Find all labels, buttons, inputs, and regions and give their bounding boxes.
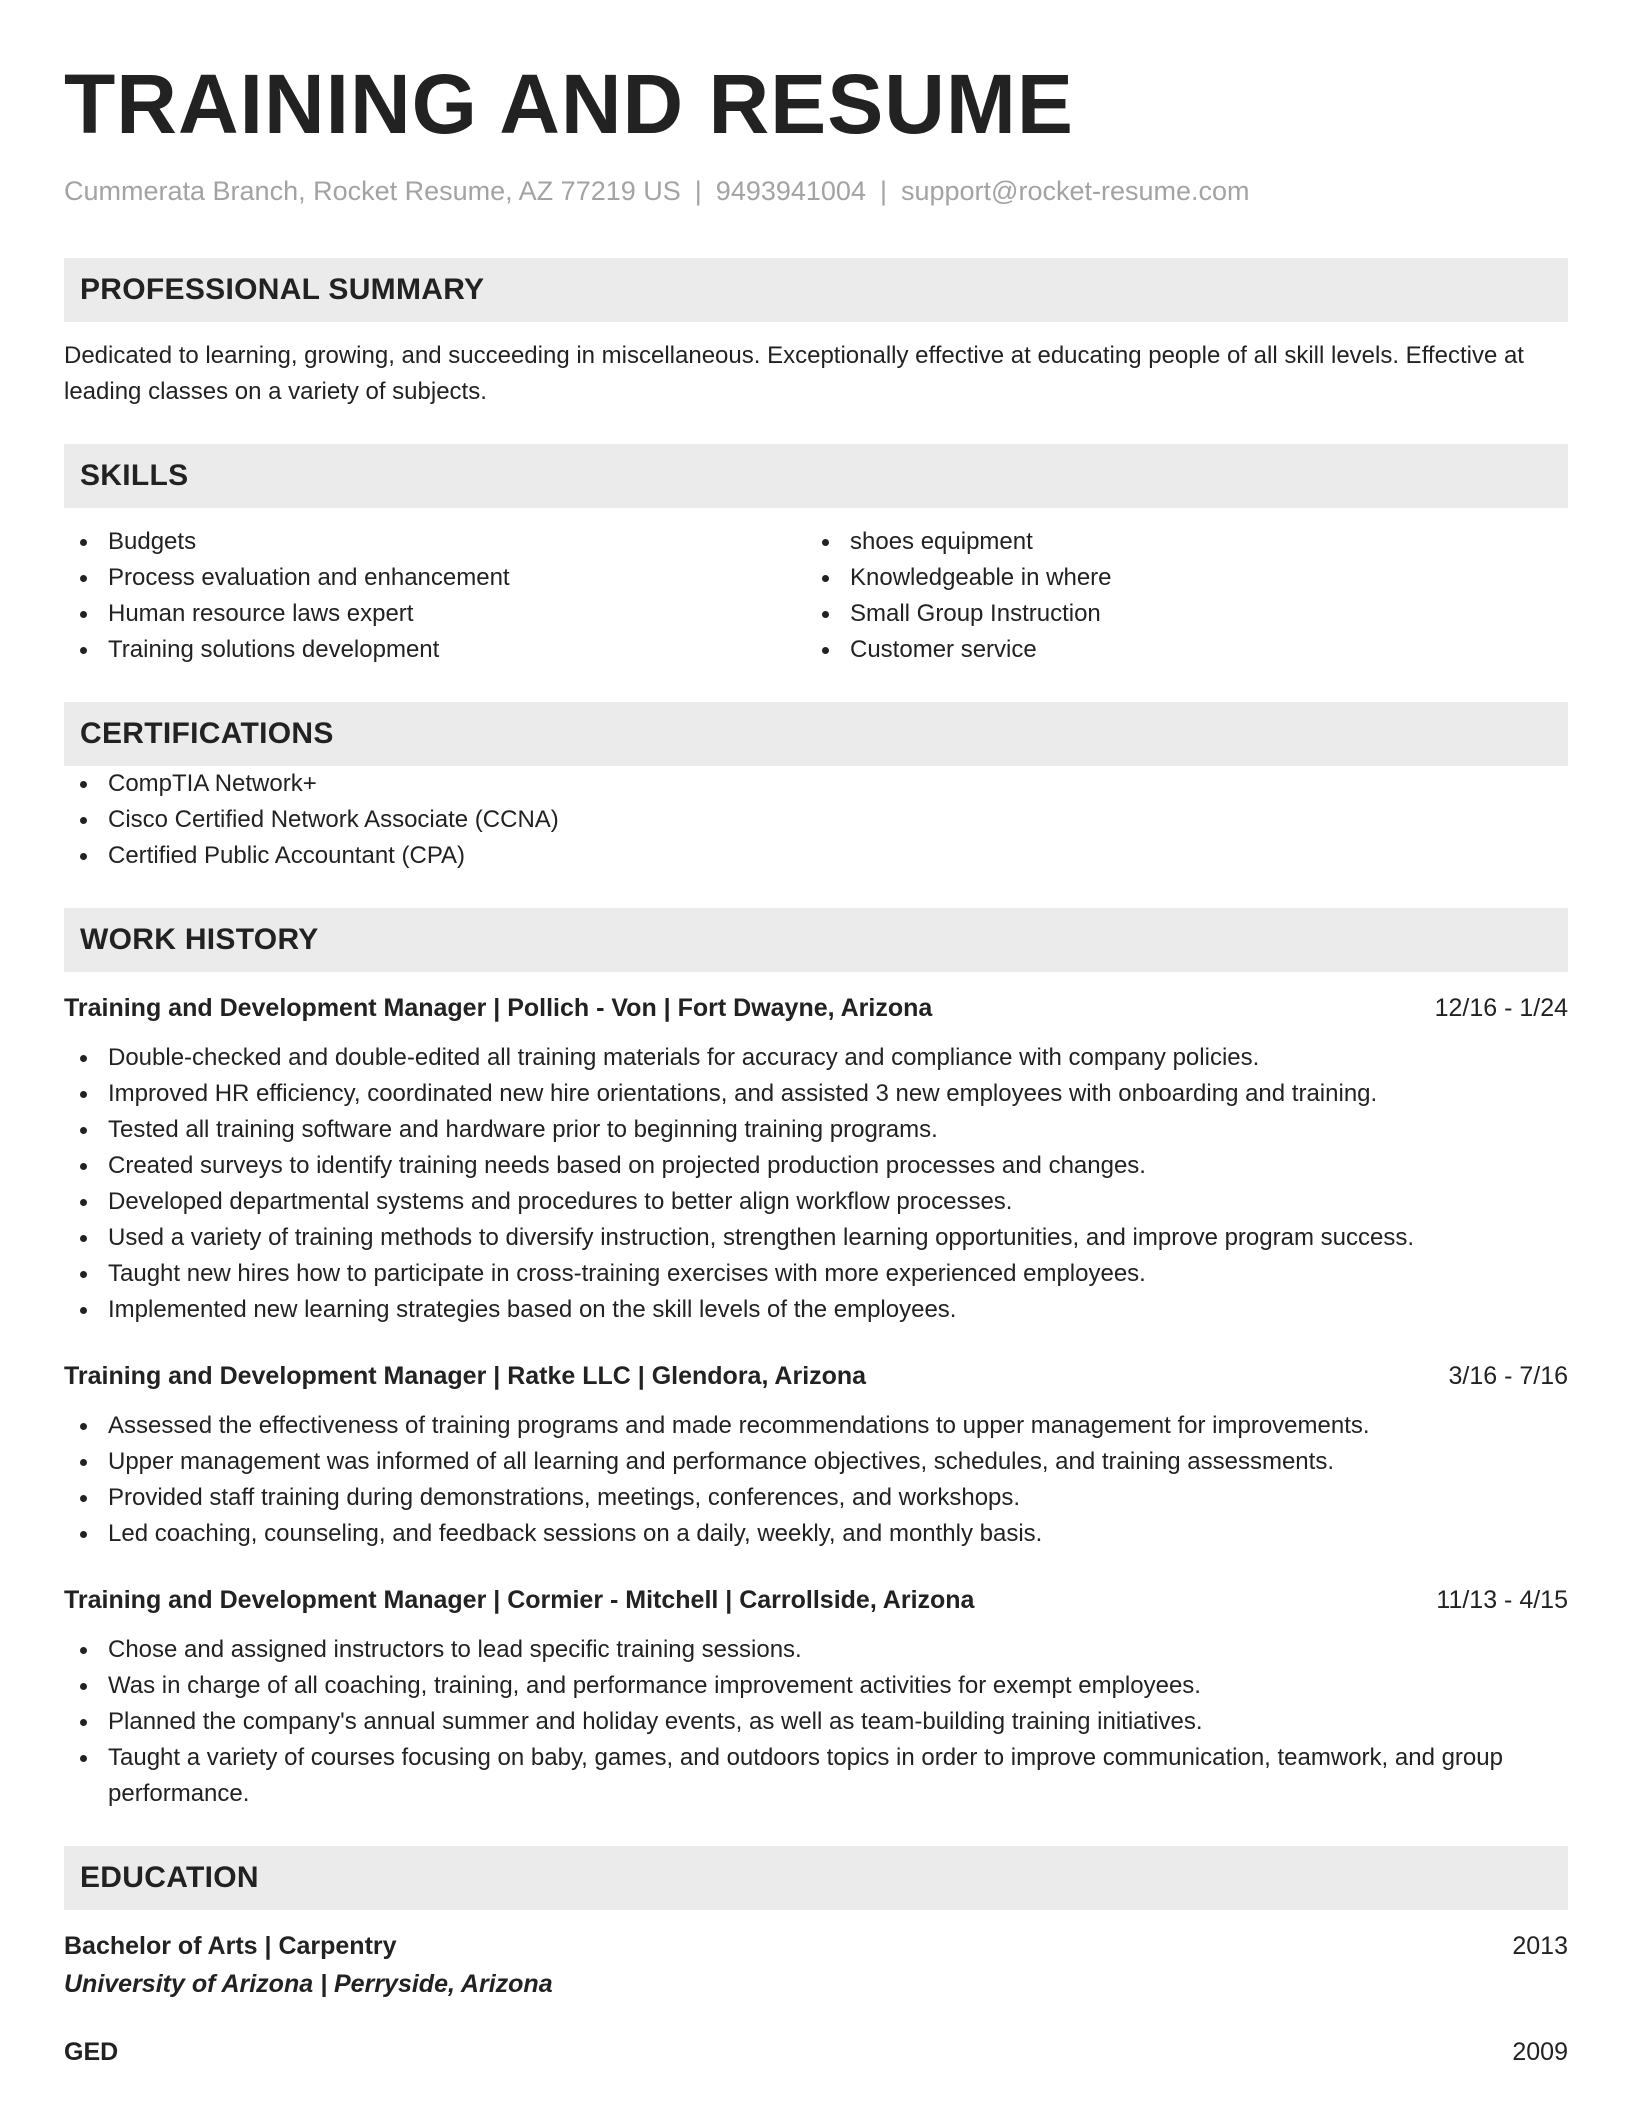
job-title: Training and Development Manager | Cormier - Mitchell | Carrollside, Arizona xyxy=(64,1586,975,1614)
skill-item: shoes equipment xyxy=(806,524,1548,560)
job-bullet: Provided staff training during demonstrations, meetings, conferences, and workshops. xyxy=(64,1480,1568,1516)
job-header xyxy=(64,990,1568,1026)
education-entry xyxy=(64,1928,1568,2004)
job-entry xyxy=(64,1582,1568,1812)
job-bullet: Developed departmental systems and procedures to better align workflow processes. xyxy=(64,1184,1568,1220)
section-header-work-history: WORK HISTORY xyxy=(64,908,1568,972)
job-dates: 3/16 - 7/16 xyxy=(1448,1362,1568,1390)
job-entry xyxy=(64,990,1568,1328)
resume-name: TRAINING AND RESUME xyxy=(64,57,1074,151)
job-bullet: Assessed the effectiveness of training programs and made recommendations to upper management for improvements. xyxy=(64,1408,1568,1444)
contact-separator: | xyxy=(879,176,887,206)
certification-item: Cisco Certified Network Associate (CCNA) xyxy=(64,802,1568,838)
summary-text: Dedicated to learning, growing, and succeeding in miscellaneous. Exceptionally effective at educating people of all skill levels. Effective at leading classes on a variety of subjects. xyxy=(64,342,1524,405)
job-bullet: Planned the company's annual summer and holiday events, as well as team-building training initiatives. xyxy=(64,1704,1568,1740)
job-title: Training and Development Manager | Pollich - Von | Fort Dwayne, Arizona xyxy=(64,994,933,1022)
skill-item: Training solutions development xyxy=(64,632,806,668)
job-bullets xyxy=(64,1408,1568,1552)
job-bullet: Used a variety of training methods to diversify instruction, strengthen learning opportunities, and improve program success. xyxy=(64,1220,1568,1256)
job-dates: 11/13 - 4/15 xyxy=(1436,1586,1568,1614)
skills-right-list xyxy=(806,524,1548,668)
certification-item: Certified Public Accountant (CPA) xyxy=(64,838,1568,874)
job-header xyxy=(64,1582,1568,1618)
job-bullet: Tested all training software and hardware prior to beginning training programs. xyxy=(64,1112,1568,1148)
contact-address: Cummerata Branch, Rocket Resume, AZ 77219 US xyxy=(64,176,681,206)
education-header xyxy=(64,2034,1568,2070)
contact-email: support@rocket-resume.com xyxy=(900,176,1250,206)
section-header-certifications: CERTIFICATIONS xyxy=(64,702,1568,766)
job-bullet: Double-checked and double-edited all training materials for accuracy and compliance with company policies. xyxy=(64,1040,1568,1076)
education-year: 2009 xyxy=(1512,2038,1568,2066)
skill-item: Human resource laws expert xyxy=(64,596,806,632)
education-year: 2013 xyxy=(1512,1932,1568,1960)
job-bullet: Chose and assigned instructors to lead specific training sessions. xyxy=(64,1632,1568,1668)
skills-left-list xyxy=(64,524,806,668)
job-dates: 12/16 - 1/24 xyxy=(1434,994,1568,1022)
job-bullet: Implemented new learning strategies based on the skill levels of the employees. xyxy=(64,1292,1568,1328)
job-bullet: Taught new hires how to participate in cross-training exercises with more experienced employees. xyxy=(64,1256,1568,1292)
education-header xyxy=(64,1928,1568,1964)
skill-item: Small Group Instruction xyxy=(806,596,1548,632)
contact-phone: 9493941004 xyxy=(715,176,866,206)
job-bullet: Was in charge of all coaching, training, and performance improvement activities for exempt employees. xyxy=(64,1668,1568,1704)
skill-item: Budgets xyxy=(64,524,806,560)
job-entry xyxy=(64,1358,1568,1552)
contact-line xyxy=(64,174,1568,208)
skills-grid xyxy=(64,524,1568,668)
education-entry xyxy=(64,2034,1568,2070)
section-header-skills: SKILLS xyxy=(64,444,1568,508)
skill-item: Process evaluation and enhancement xyxy=(64,560,806,596)
skill-item: Customer service xyxy=(806,632,1548,668)
job-bullets xyxy=(64,1040,1568,1328)
certification-item: CompTIA Network+ xyxy=(64,766,1568,802)
section-header-summary: PROFESSIONAL SUMMARY xyxy=(64,258,1568,322)
job-bullet: Led coaching, counseling, and feedback sessions on a daily, weekly, and monthly basis. xyxy=(64,1516,1568,1552)
skill-item: Knowledgeable in where xyxy=(806,560,1548,596)
education-degree: Bachelor of Arts | Carpentry xyxy=(64,1932,397,1960)
job-bullets xyxy=(64,1632,1568,1812)
certifications-list xyxy=(64,766,1568,874)
job-bullet: Taught a variety of courses focusing on baby, games, and outdoors topics in order to improve communication, teamwork, and group performance. xyxy=(64,1740,1568,1812)
job-header xyxy=(64,1358,1568,1394)
job-bullet: Created surveys to identify training needs based on projected production processes and changes. xyxy=(64,1148,1568,1184)
contact-separator: | xyxy=(694,176,702,206)
job-bullet: Improved HR efficiency, coordinated new hire orientations, and assisted 3 new employees with onboarding and training. xyxy=(64,1076,1568,1112)
education-school: University of Arizona | Perryside, Arizona xyxy=(64,1970,553,1998)
job-bullet: Upper management was informed of all learning and performance objectives, schedules, and training assessments. xyxy=(64,1444,1568,1480)
job-title: Training and Development Manager | Ratke LLC | Glendora, Arizona xyxy=(64,1362,867,1390)
education-degree: GED xyxy=(64,2038,119,2066)
section-header-education: EDUCATION xyxy=(64,1846,1568,1910)
